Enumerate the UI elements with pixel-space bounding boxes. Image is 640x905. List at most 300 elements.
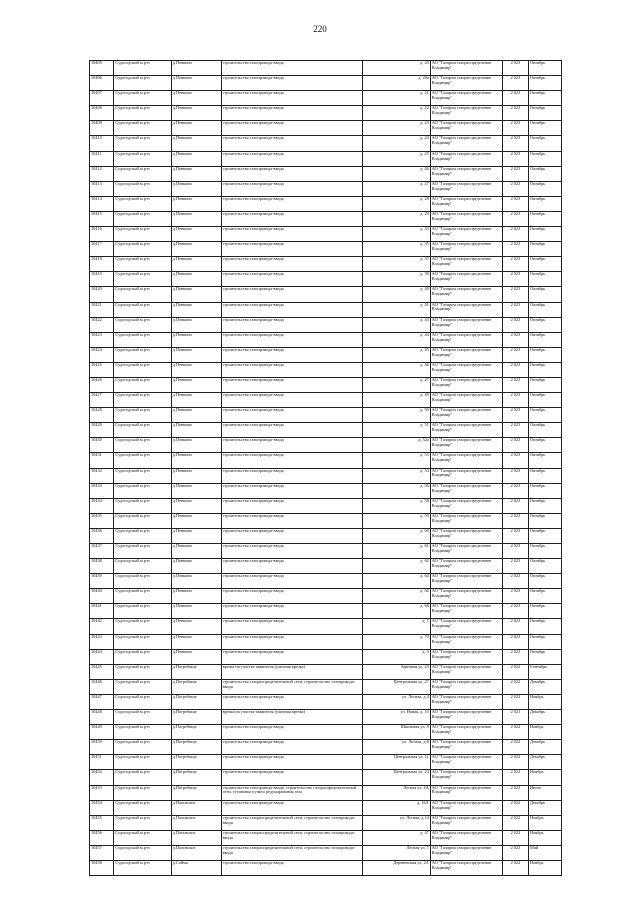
row-number: 10428 [90,408,114,423]
district-cell: Судогодский м.р-н [114,604,171,619]
table-body [90,61,562,876]
table-row [90,453,562,468]
settlement-cell: д.Пенкино [171,362,221,377]
address-cell: ул. Лесная, д.4 [362,694,430,709]
work-type-cell: строительство газораспределительной сети, строительство газопровода-ввода [221,845,362,860]
district-cell: Судогодский м.р-н [114,664,171,679]
table-row [90,151,562,166]
work-type-cell: строительство газопровода-ввода [221,211,362,226]
settlement-cell: д.Пенкино [171,272,221,287]
year-cell: 2 023 [502,619,528,634]
work-type-cell: строительство газопровода-ввода [221,272,362,287]
row-number: 10431 [90,453,114,468]
work-type-cell: строительство газопровода-ввода [221,136,362,151]
row-number: 10406 [90,76,114,91]
organization-cell: АО "Газпром газораспределение Владимир" [430,860,502,875]
table-row [90,377,562,392]
organization-cell: АО "Газпром газораспределение Владимир" [430,61,502,76]
year-cell: 2 023 [502,377,528,392]
row-number: 10405 [90,61,114,76]
address-cell: д. 33 [362,227,430,242]
settlement-cell: д.Пенкино [171,604,221,619]
address-cell: д. 41 [362,302,430,317]
table-row [90,770,562,785]
row-number: 10423 [90,332,114,347]
organization-cell: АО "Газпром газораспределение Владимир" [430,710,502,725]
district-cell: Судогодский м.р-н [114,815,171,830]
settlement-cell: д.Пенкино [171,544,221,559]
month-cell: Октябрь [529,498,562,513]
work-type-cell: строительство газопровода-ввода [221,423,362,438]
table-row [90,740,562,755]
table-row [90,76,562,91]
work-type-cell: строительство газораспределительной сети, строительство газопровода-ввода [221,830,362,845]
organization-cell: АО "Газпром газораспределение Владимир" [430,453,502,468]
month-cell: Декабрь [529,800,562,815]
district-cell: Судогодский м.р-н [114,619,171,634]
month-cell: Октябрь [529,332,562,347]
year-cell: 2 023 [502,468,528,483]
address-cell: д. 35 [362,242,430,257]
settlement-cell: д.Пенкино [171,121,221,136]
organization-cell: АО "Газпром газораспределение Владимир" [430,845,502,860]
year-cell: 2 023 [502,61,528,76]
address-cell: Центральная ул, 23 [362,770,430,785]
row-number: 10427 [90,393,114,408]
work-type-cell: строительство газопровода-ввода [221,347,362,362]
settlement-cell: д.Пенкино [171,287,221,302]
organization-cell: АО "Газпром газораспределение Владимир" [430,800,502,815]
organization-cell: АО "Газпром газораспределение Владимир" [430,634,502,649]
settlement-cell: д.Погребище [171,664,221,679]
year-cell: 2 023 [502,242,528,257]
work-type-cell: строительство газопровода-ввода [221,393,362,408]
row-number: 10418 [90,257,114,272]
month-cell: Ноябрь [529,770,562,785]
organization-cell: АО "Газпром газораспределение Владимир" [430,76,502,91]
address-cell: д. 37 [362,257,430,272]
row-number: 10454 [90,800,114,815]
address-cell: ул. Лесная, д.14 [362,815,430,830]
row-number: 10434 [90,498,114,513]
row-number: 10458 [90,860,114,875]
year-cell: 2 023 [502,211,528,226]
organization-cell: АО "Газпром газораспределение Владимир" [430,589,502,604]
table-row [90,845,562,860]
settlement-cell: д.Пенкино [171,498,221,513]
address-cell: д. 21 [362,91,430,106]
district-cell: Судогодский м.р-н [114,423,171,438]
organization-cell: АО "Газпром газораспределение Владимир" [430,528,502,543]
organization-cell: АО "Газпром газораспределение Владимир" [430,136,502,151]
table-row [90,664,562,679]
year-cell: 2 023 [502,498,528,513]
table-row [90,725,562,740]
month-cell: Октябрь [529,559,562,574]
organization-cell: АО "Газпром газораспределение Владимир" [430,362,502,377]
district-cell: Судогодский м.р-н [114,544,171,559]
year-cell: 2 023 [502,272,528,287]
month-cell: Октябрь [529,287,562,302]
address-cell: д. 58 [362,498,430,513]
organization-cell: АО "Газпром газораспределение Владимир" [430,770,502,785]
district-cell: Судогодский м.р-н [114,61,171,76]
work-type-cell: строительство газопровода-ввода [221,242,362,257]
district-cell: Судогодский м.р-н [114,649,171,664]
month-cell: Октябрь [529,211,562,226]
settlement-cell: д.Поповское [171,815,221,830]
row-number: 10449 [90,725,114,740]
table-row [90,166,562,181]
row-number: 10417 [90,242,114,257]
table-row [90,544,562,559]
district-cell: Судогодский м.р-н [114,106,171,121]
settlement-cell: д.Пенкино [171,438,221,453]
row-number: 10416 [90,227,114,242]
year-cell: 2 023 [502,76,528,91]
organization-cell: АО "Газпром газораспределение Владимир" [430,272,502,287]
organization-cell: АО "Газпром газораспределение Владимир" [430,679,502,694]
settlement-cell: д.Погребище [171,710,221,725]
address-cell: д. 62 [362,559,430,574]
work-type-cell: строительство газопровода-ввода [221,196,362,211]
table-row [90,317,562,332]
month-cell: Октябрь [529,604,562,619]
year-cell: 2 023 [502,634,528,649]
work-type-cell: строительство газопровода-ввода [221,61,362,76]
district-cell: Судогодский м.р-н [114,800,171,815]
month-cell: Октябрь [529,544,562,559]
organization-cell: АО "Газпром газораспределение Владимир" [430,121,502,136]
organization-cell: АО "Газпром газораспределение Владимир" [430,393,502,408]
row-number: 10432 [90,468,114,483]
row-number: 10439 [90,574,114,589]
organization-cell: АО "Газпром газораспределение Владимир" [430,513,502,528]
district-cell: Судогодский м.р-н [114,574,171,589]
settlement-cell: д.Пенкино [171,423,221,438]
address-cell: д. 52а [362,438,430,453]
district-cell: Судогодский м.р-н [114,498,171,513]
organization-cell: АО "Газпром газораспределение Владимир" [430,408,502,423]
row-number: 10442 [90,619,114,634]
table-row [90,830,562,845]
month-cell: Октябрь [529,483,562,498]
year-cell: 2 023 [502,589,528,604]
table-row [90,483,562,498]
work-type-cell: строительство газопровода-ввода [221,76,362,91]
district-cell: Судогодский м.р-н [114,332,171,347]
year-cell: 2 023 [502,302,528,317]
address-cell: д. 39 [362,272,430,287]
month-cell: Октябрь [529,227,562,242]
address-cell: ул. Лесная, д.8 [362,740,430,755]
row-number: 10426 [90,377,114,392]
settlement-cell: д.Пенкино [171,242,221,257]
district-cell: Судогодский м.р-н [114,483,171,498]
month-cell: Октябрь [529,589,562,604]
settlement-cell: д.Пенкино [171,196,221,211]
district-cell: Судогодский м.р-н [114,408,171,423]
organization-cell: АО "Газпром газораспределение Владимир" [430,196,502,211]
settlement-cell: д.Пенкино [171,211,221,226]
settlement-cell: д.Пенкино [171,408,221,423]
district-cell: Судогодский м.р-н [114,76,171,91]
table-row [90,649,562,664]
settlement-cell: д.Пенкино [171,377,221,392]
settlement-cell: д.Пенкино [171,227,221,242]
month-cell: Октябрь [529,61,562,76]
address-cell: д. 20а [362,76,430,91]
table-row [90,619,562,634]
work-type-cell: строительство газопровода-ввода [221,544,362,559]
month-cell: Октябрь [529,317,562,332]
work-type-cell: строительство газопровода-ввода [221,634,362,649]
address-cell: Школьная ул, 8 [362,725,430,740]
organization-cell: АО "Газпром газораспределение Владимир" [430,498,502,513]
table-row [90,196,562,211]
table-row [90,559,562,574]
organization-cell: АО "Газпром газораспределение Владимир" [430,649,502,664]
month-cell: Октябрь [529,634,562,649]
table-row [90,528,562,543]
settlement-cell: д.Погребище [171,785,221,800]
district-cell: Судогодский м.р-н [114,830,171,845]
district-cell: Судогодский м.р-н [114,589,171,604]
work-type-cell: врезка на участке заявителя (уличная врезка) [221,710,362,725]
month-cell: Декабрь [529,679,562,694]
organization-cell: АО "Газпром газораспределение Владимир" [430,91,502,106]
row-number: 10419 [90,272,114,287]
work-type-cell: строительство газопровода-ввода [221,725,362,740]
row-number: 10429 [90,423,114,438]
year-cell: 2 023 [502,574,528,589]
address-cell: д. 44 [362,332,430,347]
work-type-cell: строительство газопровода-ввода [221,498,362,513]
row-number: 10414 [90,196,114,211]
settlement-cell: д.Пенкино [171,649,221,664]
table-row [90,121,562,136]
year-cell: 2 023 [502,604,528,619]
month-cell: Ноябрь [529,725,562,740]
table-row [90,211,562,226]
settlement-cell: д.Погребище [171,755,221,770]
work-type-cell: строительство газопровода-ввода [221,438,362,453]
table-row [90,785,562,800]
year-cell: 2 023 [502,257,528,272]
table-row [90,257,562,272]
work-type-cell: строительство газопровода-ввода [221,770,362,785]
month-cell: Октябрь [529,528,562,543]
district-cell: Судогодский м.р-н [114,272,171,287]
work-type-cell: строительство газораспределительной сети, строительство газопровода-ввода [221,815,362,830]
row-number: 10451 [90,755,114,770]
settlement-cell: д.Пенкино [171,393,221,408]
year-cell: 2 023 [502,513,528,528]
month-cell: Октябрь [529,453,562,468]
organization-cell: АО "Газпром газораспределение Владимир" [430,287,502,302]
month-cell: Декабрь [529,755,562,770]
year-cell: 2 023 [502,649,528,664]
table-row [90,800,562,815]
row-number: 10448 [90,710,114,725]
organization-cell: АО "Газпром газораспределение Владимир" [430,604,502,619]
address-cell: д. 64 [362,574,430,589]
organization-cell: АО "Газпром газораспределение Владимир" [430,815,502,830]
page-number: 220 [313,24,327,34]
organization-cell: АО "Газпром газораспределение Владимир" [430,544,502,559]
address-cell: д. 56 [362,483,430,498]
district-cell: Судогодский м.р-н [114,211,171,226]
settlement-cell: д.Пенкино [171,302,221,317]
settlement-cell: д.Пенкино [171,106,221,121]
settlement-cell: д.Пенкино [171,332,221,347]
month-cell: Октябрь [529,106,562,121]
month-cell: Октябрь [529,272,562,287]
organization-cell: АО "Газпром газораспределение Владимир" [430,211,502,226]
organization-cell: АО "Газпром газораспределение Владимир" [430,785,502,800]
address-cell: д. 20 [362,61,430,76]
organization-cell: АО "Газпром газораспределение Владимир" [430,166,502,181]
settlement-cell: д.Пенкино [171,61,221,76]
month-cell: Декабрь [529,740,562,755]
month-cell: Октябрь [529,121,562,136]
district-cell: Судогодский м.р-н [114,181,171,196]
settlement-cell: д.Пенкино [171,468,221,483]
row-number: 10409 [90,121,114,136]
table-row [90,61,562,76]
month-cell: Октябрь [529,649,562,664]
table-row [90,393,562,408]
row-number: 10452 [90,770,114,785]
row-number: 10457 [90,845,114,860]
row-number: 10407 [90,91,114,106]
settlement-cell: д.Пенкино [171,513,221,528]
district-cell: Судогодский м.р-н [114,242,171,257]
row-number: 10453 [90,785,114,800]
address-cell: д. 25 [362,151,430,166]
row-number: 10433 [90,483,114,498]
year-cell: 2 023 [502,332,528,347]
organization-cell: АО "Газпром газораспределение Владимир" [430,740,502,755]
district-cell: Судогодский м.р-н [114,91,171,106]
district-cell: Судогодский м.р-н [114,121,171,136]
year-cell: 2 022 [502,815,528,830]
row-number: 10424 [90,347,114,362]
organization-cell: АО "Газпром газораспределение Владимир" [430,559,502,574]
district-cell: Судогодский м.р-н [114,679,171,694]
row-number: 10422 [90,317,114,332]
address-cell: д. 26 [362,166,430,181]
address-cell: д. 54 [362,468,430,483]
work-type-cell: строительство газопровода-ввода [221,453,362,468]
district-cell: Судогодский м.р-н [114,845,171,860]
district-cell: Судогодский м.р-н [114,634,171,649]
address-cell: д. 7 [362,619,430,634]
month-cell: Ноябрь [529,815,562,830]
month-cell: Октябрь [529,393,562,408]
settlement-cell: д.Поповское [171,800,221,815]
work-type-cell: строительство газопровода-ввода [221,528,362,543]
row-number: 10455 [90,815,114,830]
settlement-cell: д.Пенкино [171,317,221,332]
year-cell: 2 023 [502,106,528,121]
settlement-cell: д.Пенкино [171,483,221,498]
organization-cell: АО "Газпром газораспределение Владимир" [430,332,502,347]
table-row [90,362,562,377]
district-cell: Судогодский м.р-н [114,438,171,453]
district-cell: Судогодский м.р-н [114,513,171,528]
district-cell: Судогодский м.р-н [114,453,171,468]
month-cell: Декабрь [529,710,562,725]
month-cell: Ноябрь [529,694,562,709]
address-cell: д. 49 [362,393,430,408]
address-cell: д. 50 [362,408,430,423]
month-cell: Октябрь [529,136,562,151]
table-row [90,181,562,196]
row-number: 10456 [90,830,114,845]
address-cell: Лесная ул, 4А [362,785,430,800]
month-cell: Октябрь [529,302,562,317]
month-cell: Октябрь [529,377,562,392]
row-number: 10443 [90,634,114,649]
address-cell: д. 43 [362,317,430,332]
table-row [90,408,562,423]
month-cell: Октябрь [529,166,562,181]
address-cell: Деревенская ул, 2А [362,860,430,875]
organization-cell: АО "Газпром газораспределение Владимир" [430,242,502,257]
work-type-cell: строительство газопровода-ввода [221,574,362,589]
district-cell: Судогодский м.р-н [114,302,171,317]
row-number: 10408 [90,106,114,121]
year-cell: 2 023 [502,438,528,453]
work-type-cell: строительство газопровода-ввода [221,559,362,574]
work-type-cell: строительство газопровода-ввода [221,257,362,272]
year-cell: 2 023 [502,393,528,408]
organization-cell: АО "Газпром газораспределение Владимир" [430,830,502,845]
year-cell: 2 022 [502,694,528,709]
gasification-table [89,60,562,876]
settlement-cell: д.Поповское [171,845,221,860]
year-cell: 2 023 [502,151,528,166]
settlement-cell: д.Пенкино [171,347,221,362]
table-row [90,468,562,483]
work-type-cell: строительство газопровода-ввода [221,755,362,770]
work-type-cell: строительство газопровода-ввода [221,377,362,392]
month-cell: Май [529,845,562,860]
settlement-cell: д.Поповское [171,830,221,845]
district-cell: Судогодский м.р-н [114,257,171,272]
work-type-cell: строительство газопровода-ввода [221,513,362,528]
work-type-cell: строительство газопровода-ввода [221,332,362,347]
work-type-cell: строительство газопровода-ввода [221,302,362,317]
district-cell: Судогодский м.р-н [114,860,171,875]
year-cell: 2 023 [502,91,528,106]
work-type-cell: строительство газопровода-ввода [221,800,362,815]
row-number: 10421 [90,302,114,317]
work-type-cell: строительство газопровода-ввода [221,166,362,181]
address-cell: д. 59 [362,513,430,528]
organization-cell: АО "Газпром газораспределение Владимир" [430,694,502,709]
year-cell: 2 023 [502,528,528,543]
work-type-cell: строительство газопровода-ввода [221,589,362,604]
year-cell: 2 023 [502,423,528,438]
address-cell: д. 45 [362,347,430,362]
table-row [90,815,562,830]
row-number: 10438 [90,559,114,574]
district-cell: Судогодский м.р-н [114,287,171,302]
address-cell: д. 16А [362,800,430,815]
work-type-cell: строительство газопровода-ввода [221,860,362,875]
